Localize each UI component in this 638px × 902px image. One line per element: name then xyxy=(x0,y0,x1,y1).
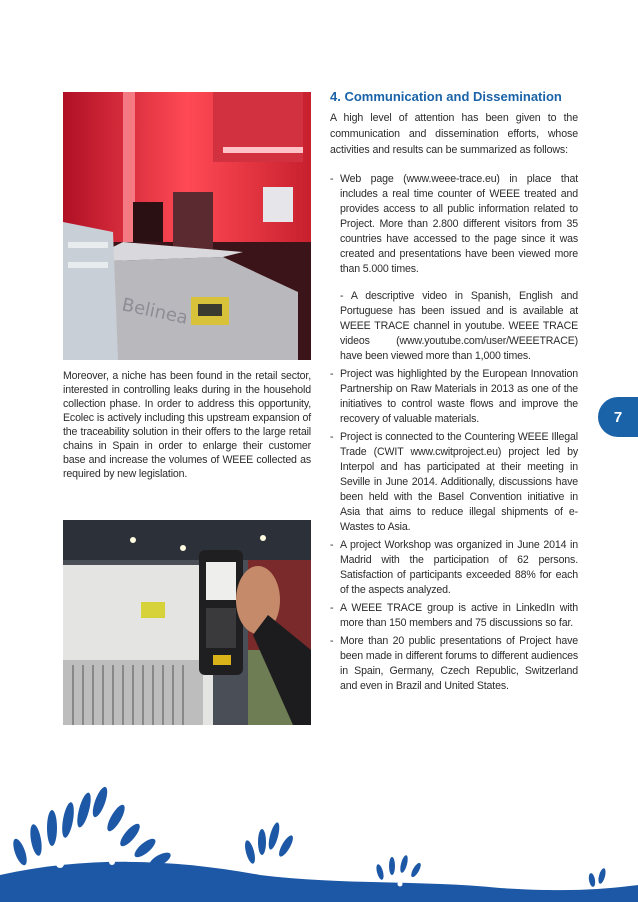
list-item-text: A project Workshop was organized in June 2014 in Madrid with the participation of 62 persons. Satisfaction of participants exceeded 88% for each of the aspects analyzed. xyxy=(340,539,578,596)
retail-sector-paragraph: Moreover, a niche has been found in the retail sector, interested in controlling leaks during in the household collection phase. In order to address this opportunity, Ecolec is actively including this upstream expansion of the traceability solution in their offers to the large retail chains in Spain in order to enlarge their customer base and increase the volumes of WEEE collected as required by new legislation. xyxy=(63,370,311,480)
list-item-text: Project was highlighted by the European Innovation Partnership on Raw Materials in 2013 as one of the initiatives to control waste flows and improve the recovery of valuable materials. xyxy=(340,368,578,425)
list-item-text: Project is connected to the Countering WEEE Illegal Trade (CWIT www.cwitproject.eu) project led by Interpol and has participated at their meeting in Seville in June 2014. Additionally, discussions have been held with the Basel Convention initiative in Asia that aims to reduce illegal shipments of e-Wastes to Asia. xyxy=(340,431,578,533)
list-item: - A project Workshop was organized in June 2014 in Madrid with the participation of 62 persons. Satisfaction of participants exceeded 88% for each of the aspects analyzed. xyxy=(330,539,578,596)
list-item-text: Web page (www.weee-trace.eu) in place that includes a real time counter of WEEE treated and provides access to all public information related to Project. More than 2.800 different visitors from 35 countries have accessed to the page since it was created and presentations have been viewed more than 5.000 times. xyxy=(340,173,578,275)
page-number: 7 xyxy=(613,408,623,426)
list-item-text: More than 20 public presentations of Project have been made in different forums to different audiences in Spain, Germany, Czech Republic, Switzerland and even in Brazil and United States. xyxy=(340,635,578,692)
section-heading: 4. Communication and Dissemination xyxy=(330,89,562,104)
list-item-text: A WEEE TRACE group is active in LinkedIn with more than 150 members and 75 discussions so far. xyxy=(340,602,578,629)
list-item-text: - A descriptive video in Spanish, English and Portuguese has been issued and is available at WEEE TRACE channel in youtube. WEEE TRACE videos (www.youtube.com/user/WEEETRACE) have been viewed more than 1,000 times. xyxy=(340,290,578,362)
list-item: - Project is connected to the Countering WEEE Illegal Trade (CWIT www.cwitproject.eu) project led by Interpol and has participated at their meeting in Seville in June 2014. Additionally, discussions have been held with the Basel Convention initiative in Asia that aims to reduce illegal shipments of e-Wastes to Asia. xyxy=(330,431,578,533)
section-intro: A high level of attention has been given to the communication and dissemination efforts, whose activities and results can be summarized as follows: xyxy=(330,112,578,156)
dissemination-list xyxy=(330,172,578,694)
list-item: - Web page (www.weee-trace.eu) in place that includes a real time counter of WEEE treated and provides access to all public information related to Project. More than 2.800 different visitors from 35 countries have accessed to the page since it was created and presentations have been viewed more than 5.000 times. xyxy=(330,173,578,275)
photo-handheld-scanner xyxy=(63,520,311,725)
photo-recycling-facility xyxy=(63,92,311,360)
list-item: - More than 20 public presentations of Project have been made in different forums to different audiences in Spain, Germany, Czech Republic, Switzerland and even in Brazil and United States. xyxy=(330,635,578,692)
communication-section xyxy=(330,89,578,697)
list-item: - Project was highlighted by the European Innovation Partnership on Raw Materials in 2013 as one of the initiatives to control waste flows and improve the recovery of valuable materials. xyxy=(330,368,578,425)
decorative-coral-footer xyxy=(0,780,638,902)
page-number-tab xyxy=(598,397,638,437)
list-item: - A WEEE TRACE group is active in LinkedIn with more than 150 members and 75 discussions so far. xyxy=(330,602,578,629)
monitor-brand-label: Belinea xyxy=(119,294,190,329)
list-item xyxy=(330,289,578,364)
